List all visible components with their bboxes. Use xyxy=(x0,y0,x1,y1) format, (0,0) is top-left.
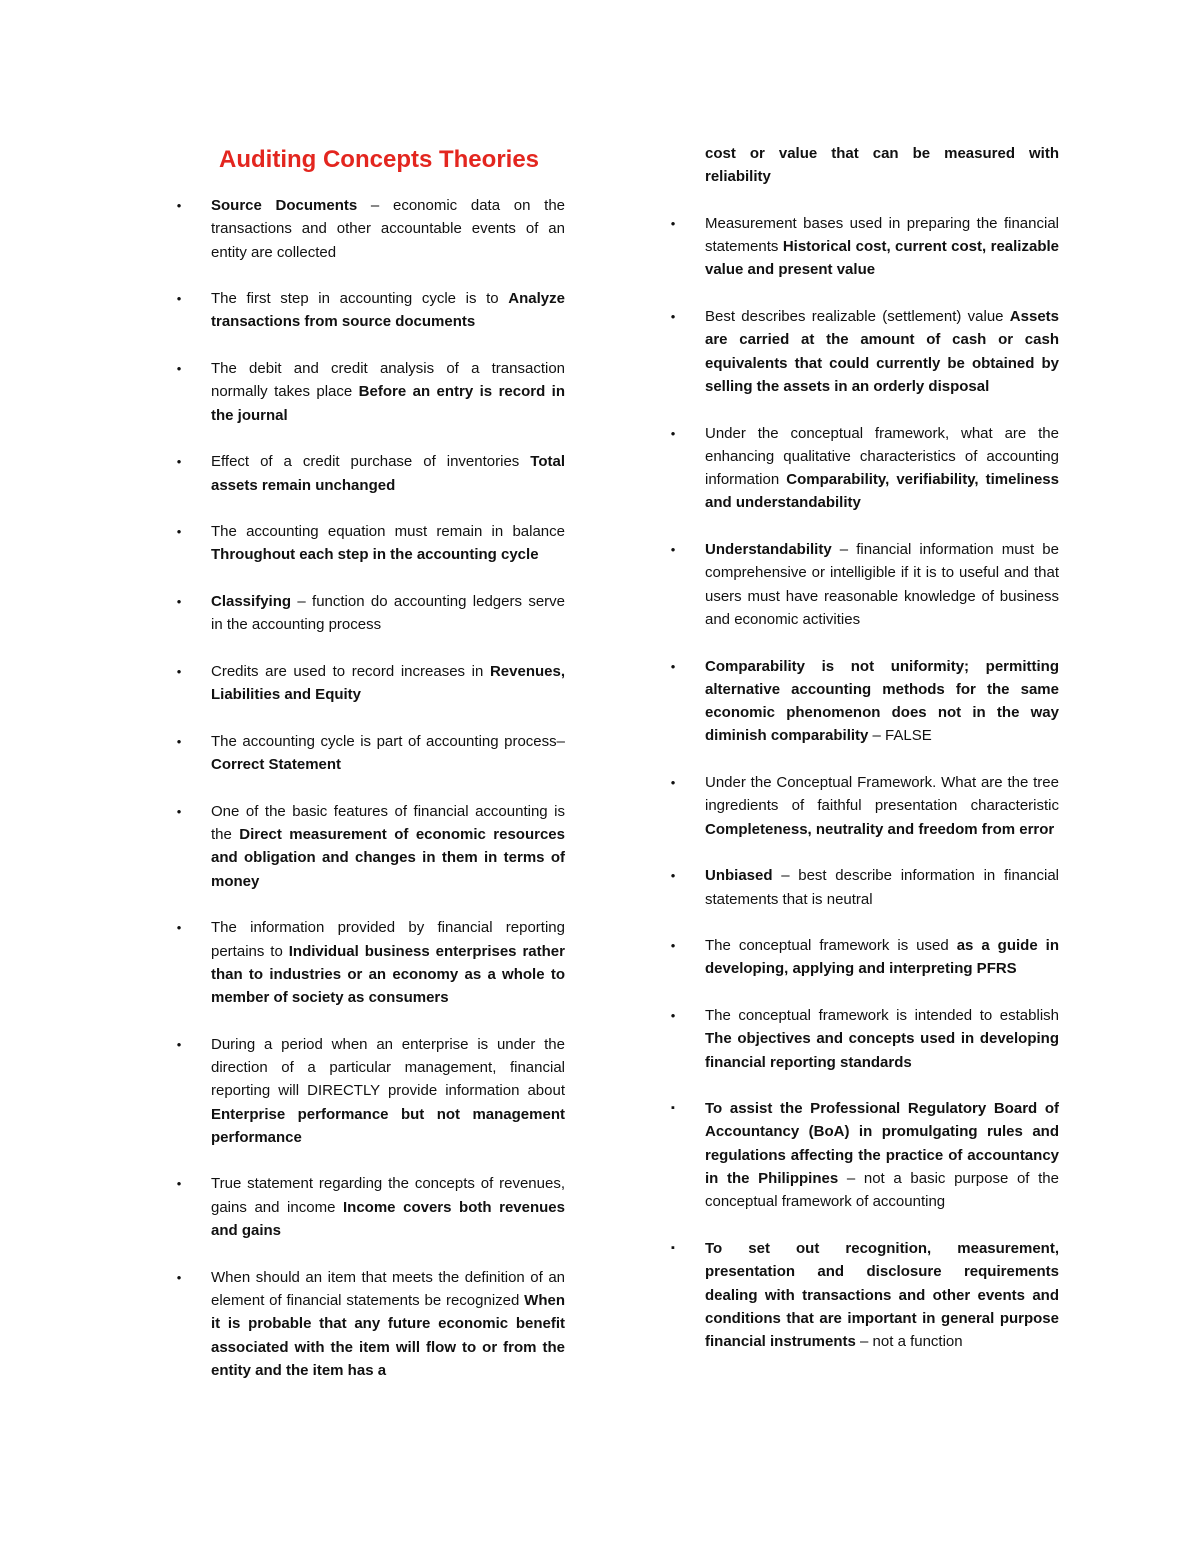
item-text: The conceptual framework is intended to establish xyxy=(705,1006,1059,1024)
list-item xyxy=(670,212,1059,282)
bullet-icon: • xyxy=(176,524,182,540)
list-item xyxy=(176,1033,565,1149)
bullet-icon: • xyxy=(176,1036,182,1052)
list-item xyxy=(176,1172,565,1242)
bullet-icon: • xyxy=(670,425,676,441)
item-text: Best describes realizable (settlement) value xyxy=(705,308,1010,326)
item-text: Under the Conceptual Framework. What are the tree ingredients of faithful presentation characteristic xyxy=(705,774,1059,815)
item-text: – best describe information in financial statements that is neutral xyxy=(705,867,1059,908)
item-text: – FALSE xyxy=(868,727,932,745)
document-title: Auditing Concepts Theories xyxy=(219,146,540,173)
item-text: The debit and credit analysis of a transaction normally takes place xyxy=(211,360,565,401)
left-bullet-list xyxy=(176,194,565,1382)
continued-paragraph xyxy=(705,142,1059,189)
square-bullet-icon: ▪ xyxy=(671,1102,675,1115)
bold-answer-text: Understandability xyxy=(705,541,832,559)
bold-answer-text: as a guide in developing, applying and interpreting PFRS xyxy=(705,937,1059,978)
bullet-icon: • xyxy=(176,291,182,307)
bold-answer-text: Individual business enterprises rather than to industries or an economy as a whole to member of society as consumers xyxy=(211,942,565,1007)
list-item xyxy=(670,1004,1059,1074)
item-text: – not a function xyxy=(855,1333,963,1351)
list-item xyxy=(176,287,565,334)
bold-answer-text: Revenues, Liabilities and Equity xyxy=(211,662,565,704)
bold-answer-text: To set out recognition, measurement, presentation and disclosure requirements dealing with transactions and other events and conditions that are important in general purpose financial instruments xyxy=(705,1239,1059,1351)
list-item xyxy=(670,864,1059,911)
bold-answer-text: To assist the Professional Regulatory Board of Accountancy (BoA) in promulgating rules and regulations affecting the practice of accountancy in the Philippines xyxy=(705,1100,1059,1188)
item-text: During a period when an enterprise is under the direction of a particular management, financial reporting will DIRECTLY provide information about xyxy=(211,1035,565,1100)
list-item xyxy=(176,730,565,777)
list-item xyxy=(670,655,1059,748)
right-column xyxy=(670,142,1059,1377)
bold-answer-text: Analyze transactions from source documents xyxy=(211,290,565,331)
list-item xyxy=(176,800,565,893)
bullet-icon: • xyxy=(176,198,182,213)
bullet-icon: • xyxy=(176,803,182,819)
list-item xyxy=(670,934,1059,981)
list-item xyxy=(671,1237,1059,1353)
bold-answer-text: Comparability is not uniformity; permitting alternative accounting methods for the same economic phenomenon does not in the way diminish comparability xyxy=(705,657,1059,745)
list-item xyxy=(670,422,1059,515)
bold-answer-text: Assets are carried at the amount of cash or cash equivalents that could currently be obtained by selling the assets in an orderly disposal xyxy=(705,308,1059,395)
list-item xyxy=(671,1097,1059,1213)
bold-answer-text: Enterprise performance but not management performance xyxy=(211,1105,565,1146)
right-bullet-list xyxy=(670,212,1059,1354)
item-text: The accounting cycle is part of accounting process– xyxy=(211,732,565,750)
bullet-icon: • xyxy=(670,775,676,791)
list-item xyxy=(176,194,565,264)
bold-answer-text: Comparability, verifiability, timeliness and understandability xyxy=(705,471,1059,512)
item-text: The conceptual framework is used xyxy=(705,937,957,955)
list-item xyxy=(176,1266,565,1382)
item-text: – function do accounting ledgers serve in the accounting process xyxy=(211,593,565,634)
item-text: Measurement bases used in preparing the financial statements xyxy=(705,214,1059,256)
bullet-icon: • xyxy=(670,938,676,954)
bullet-icon: • xyxy=(670,309,676,325)
bullet-icon: • xyxy=(176,454,182,470)
list-item xyxy=(670,305,1059,398)
list-item xyxy=(176,450,565,497)
bullet-icon: • xyxy=(670,658,676,674)
item-text: Effect of a credit purchase of inventories xyxy=(211,453,531,471)
bold-answer-text: Unbiased xyxy=(705,867,773,885)
item-text: True statement regarding the concepts of revenues, gains and income xyxy=(211,1175,565,1216)
list-item xyxy=(176,660,565,707)
item-text: – economic data on the transactions and other accountable events of an entity are collected xyxy=(211,197,565,261)
bold-answer-text: Throughout each step in the accounting cycle xyxy=(211,546,539,564)
bullet-icon: • xyxy=(176,361,182,377)
bullet-icon: • xyxy=(670,542,676,558)
list-item xyxy=(176,520,565,567)
bold-answer-text: Direct measurement of economic resources and obligation and changes in them in terms of money xyxy=(211,826,565,890)
item-text: Credits are used to record increases in xyxy=(211,662,490,680)
bullet-icon: • xyxy=(176,1269,182,1285)
bold-answer-text: Total assets remain unchanged xyxy=(211,453,565,494)
left-column xyxy=(176,194,565,1405)
bold-answer-text: Correct Statement xyxy=(211,756,342,774)
bullet-icon: • xyxy=(176,920,182,936)
bullet-icon: • xyxy=(176,663,182,679)
item-text: When should an item that meets the definition of an element of financial statements be recognized xyxy=(211,1268,565,1309)
bold-answer-text: Completeness, neutrality and freedom from error xyxy=(705,820,1055,838)
item-text: – not a basic purpose of the conceptual framework of accounting xyxy=(705,1170,1059,1211)
square-bullet-icon: ▪ xyxy=(671,1241,675,1254)
bold-answer-text: Source Documents xyxy=(211,197,358,214)
item-text: Under the conceptual framework, what are the enhancing qualitative characteristics of accounting information xyxy=(705,424,1059,489)
bold-answer-text: Income covers both revenues and gains xyxy=(211,1198,565,1240)
bold-answer-text: Before an entry is record in the journal xyxy=(211,383,565,424)
list-item xyxy=(176,916,565,1009)
list-item xyxy=(176,357,565,427)
list-item xyxy=(176,590,565,637)
bold-answer-text: cost or value that can be measured with reliability xyxy=(705,145,1059,186)
list-item xyxy=(670,538,1059,631)
bullet-icon: • xyxy=(176,1176,182,1192)
item-text: – financial information must be comprehensive or intelligible if it is to useful and that users must have reasonable knowledge of business and economic activities xyxy=(705,541,1059,628)
item-text: One of the basic features of financial accounting is the xyxy=(211,802,565,844)
list-item xyxy=(670,771,1059,841)
bullet-icon: • xyxy=(670,1007,676,1023)
item-text: The information provided by financial reporting pertains to xyxy=(211,919,565,960)
bold-answer-text: Classifying xyxy=(211,593,292,611)
item-text: The accounting equation must remain in balance xyxy=(211,523,565,541)
bullet-icon: • xyxy=(176,733,182,749)
bold-answer-text: When it is probable that any future economic benefit associated with the item will flow to or from the entity and the item has a xyxy=(211,1291,565,1379)
bullet-icon: • xyxy=(670,215,676,231)
bold-answer-text: The objectives and concepts used in developing financial reporting standards xyxy=(705,1030,1059,1071)
bold-answer-text: Historical cost, current cost, realizable value and present value xyxy=(705,238,1059,279)
bullet-icon: • xyxy=(670,868,676,884)
bullet-icon: • xyxy=(176,594,182,610)
item-text: The first step in accounting cycle is to xyxy=(211,290,509,308)
